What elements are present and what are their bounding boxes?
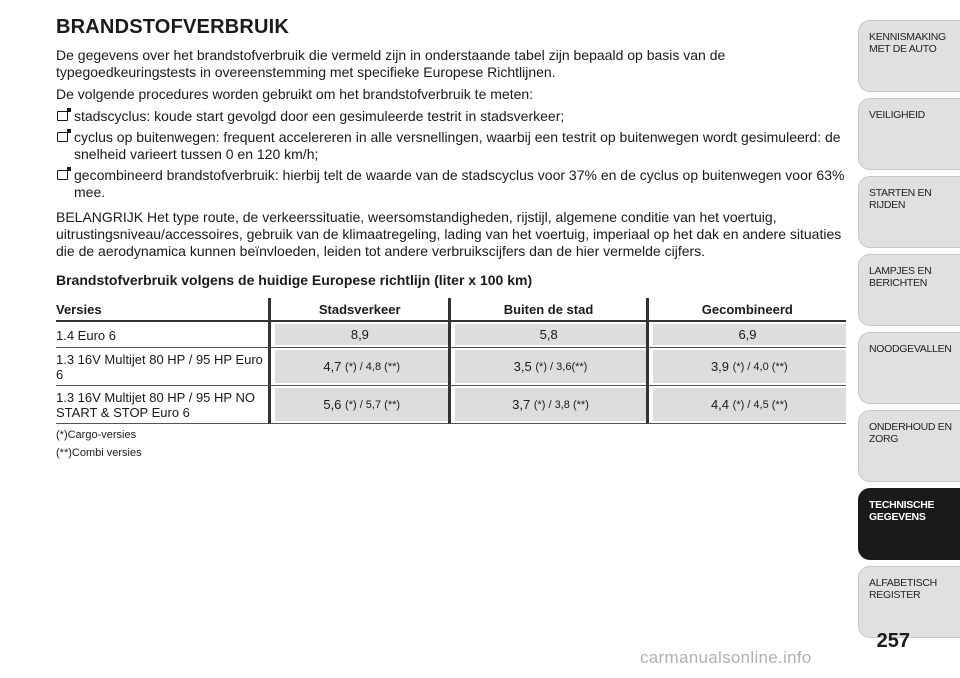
table-cell: 3,7 (*) / 3,8 (**) (448, 386, 645, 424)
tab-noodgevallen[interactable]: NOODGEVALLEN (858, 332, 960, 404)
table-cell: 3,5 (*) / 3,6(**) (448, 348, 645, 386)
header-stadsverkeer: Stadsverkeer (268, 298, 448, 322)
procedure-list (56, 108, 848, 201)
consumption-table (56, 298, 846, 424)
header-versies: Versies (56, 298, 268, 322)
table-row (56, 322, 846, 348)
procedures-intro: De volgende procedures worden gebruikt om het brandstofverbruik te meten: (56, 86, 534, 102)
checkbox-bullet-icon (57, 132, 68, 142)
row-label: 1.3 16V Multijet 80 HP / 95 HP Euro 6 (56, 348, 268, 386)
table-cell: 3,9 (*) / 4,0 (**) (646, 348, 846, 386)
tab-veiligheid[interactable]: VEILIGHEID (858, 98, 960, 170)
header-buiten-de-stad: Buiten de stad (448, 298, 645, 322)
tab-onderhoud-en-zorg[interactable]: ONDERHOUD EN ZORG (858, 410, 960, 482)
footnote-combi: (**)Combi versies (56, 447, 142, 459)
page-content (56, 16, 848, 462)
table-header-row (56, 298, 846, 322)
table-cell: 6,9 (646, 322, 846, 348)
tab-technische-gegevens[interactable]: TECHNISCHE GEGEVENS (858, 488, 960, 560)
intro-paragraph: De gegevens over het brandstofverbruik die vermeld zijn in onderstaande tabel zijn bepaald op basis van de typegoedkeuringstests in overeenstemming met specifieke Europese Richtlijnen. (56, 47, 726, 80)
important-notice: BELANGRIJK Het type route, de verkeerssituatie, weersomstandigheden, rijstijl, algemene conditie van het voertuig, uitrustingsniveau/accessoires, gebruik van de klimaatregeling, lading van het voertuig, imperiaal op het dak en andere situaties die de aerodynamica kunnen beïnvloeden, leiden tot andere verbruikscijfers dan de hier vermelde cijfers. (56, 209, 842, 259)
tab-kennismaking[interactable]: KENNISMAKING MET DE AUTO (858, 20, 960, 92)
page-number: 257 (876, 630, 910, 652)
header-gecombineerd: Gecombineerd (646, 298, 846, 322)
tab-starten-en-rijden[interactable]: STARTEN EN RIJDEN (858, 176, 960, 248)
table-cell: 5,6 (*) / 5,7 (**) (268, 386, 448, 424)
watermark: carmanualsonline.info (640, 648, 812, 667)
table-title: Brandstofverbruik volgens de huidige Europese richtlijn (liter x 100 km) (56, 272, 533, 288)
table-row (56, 348, 846, 386)
checkbox-bullet-icon (57, 170, 68, 180)
list-item: gecombineerd brandstofverbruik: hierbij telt de waarde van de stadscyclus voor 37% en de cyclus op buitenwegen voor 63% mee. (56, 167, 848, 201)
list-item: stadscyclus: koude start gevolgd door een gesimuleerde testrit in stadsverkeer; (56, 108, 848, 125)
tab-alfabetisch-register[interactable]: ALFABETISCH REGISTER (858, 566, 960, 638)
page-title: BRANDSTOFVERBRUIK (56, 16, 290, 38)
table-cell: 8,9 (268, 322, 448, 348)
row-label: 1.3 16V Multijet 80 HP / 95 HP NO START & STOP Euro 6 (56, 386, 268, 424)
table-row (56, 386, 846, 424)
tab-lampjes-en-berichten[interactable]: LAMPJES EN BERICHTEN (858, 254, 960, 326)
table-footnotes (56, 426, 848, 462)
footnote-cargo: (*)Cargo-versies (56, 429, 137, 441)
checkbox-bullet-icon (57, 111, 68, 121)
table-cell: 4,4 (*) / 4,5 (**) (646, 386, 846, 424)
list-item: cyclus op buitenwegen: frequent accelereren in alle versnellingen, waarbij een testrit op buitenwegen wordt gesimuleerd: de snelheid varieert tussen 0 en 120 km/h; (56, 129, 848, 163)
chapter-tabs (858, 20, 960, 644)
table-cell: 4,7 (*) / 4,8 (**) (268, 348, 448, 386)
row-label: 1.4 Euro 6 (56, 322, 268, 348)
table-cell: 5,8 (448, 322, 645, 348)
